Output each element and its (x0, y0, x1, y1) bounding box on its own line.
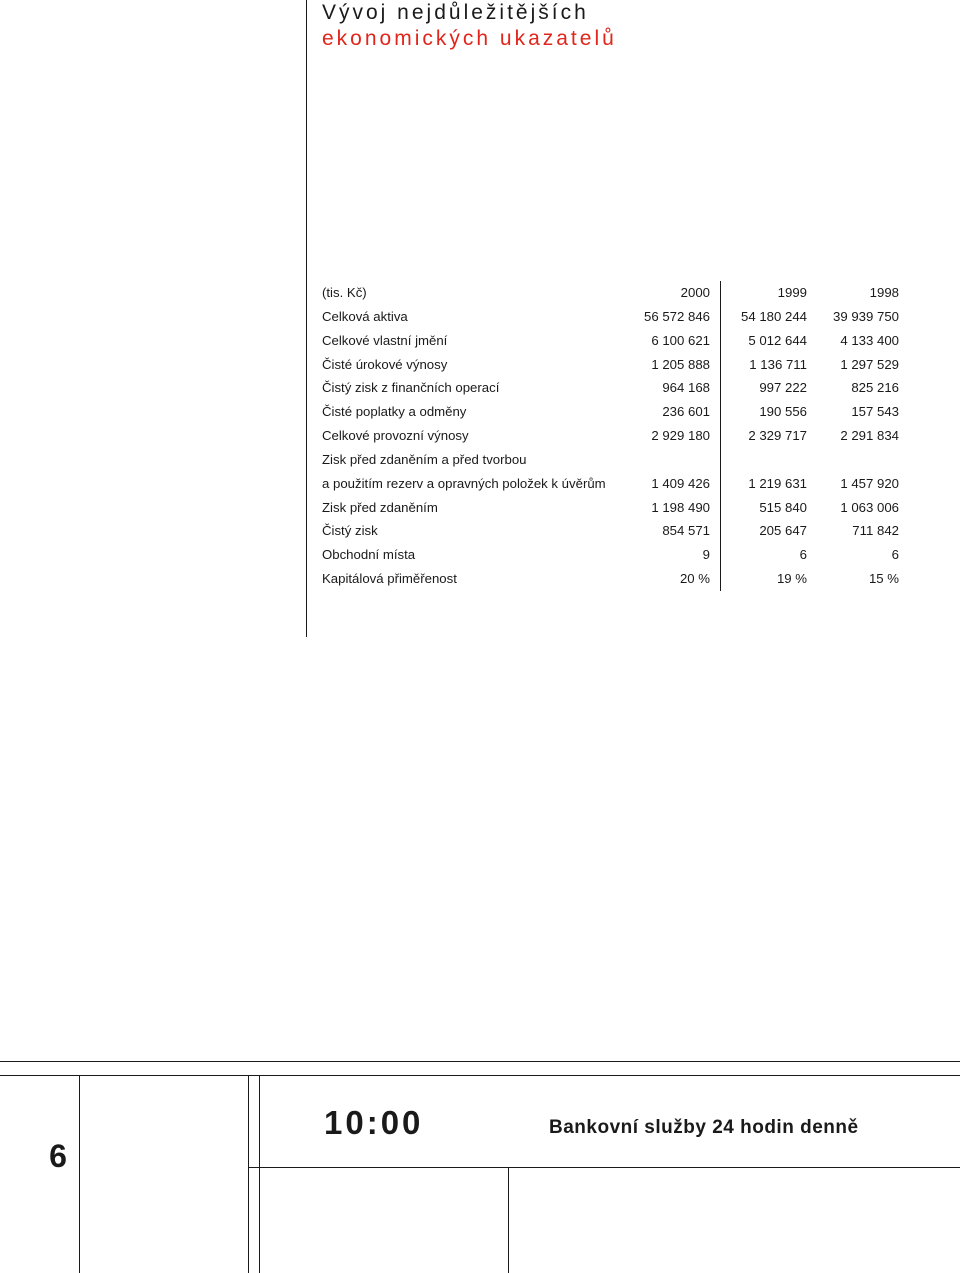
cell-value: 236 601 (614, 400, 721, 424)
row-label: Čistý zisk (322, 523, 378, 539)
cell-value: 515 840 (759, 499, 807, 515)
table-row (322, 496, 899, 520)
cell-value: 205 647 (759, 523, 807, 539)
title-line-1: Vývoj nejdůležitějších (322, 1, 589, 24)
cell-value: 1 136 711 (749, 356, 807, 372)
row-label: Kapitálová přiměřenost (322, 571, 457, 587)
table-row (322, 472, 899, 496)
left-margin-rule (306, 0, 307, 637)
cell-value: 6 (799, 547, 807, 563)
row-label: Celková aktiva (322, 308, 408, 324)
table-row (322, 519, 899, 543)
cell-value: 825 216 (851, 380, 899, 396)
row-label: Čisté úrokové výnosy (322, 356, 448, 372)
cell-value: 15 % (868, 571, 899, 587)
row-label: Celkové vlastní jmění (322, 332, 448, 348)
cell-value: 997 222 (759, 380, 807, 396)
cell-value: 157 543 (851, 404, 899, 420)
table-row (322, 305, 899, 329)
table-row (322, 424, 899, 448)
cell-value: 2 291 834 (840, 428, 899, 444)
cell-value: 2 329 717 (748, 428, 807, 444)
footer-divider-3 (259, 1075, 260, 1273)
cell-value: 711 842 (852, 523, 899, 539)
cell-value: 1 219 631 (748, 475, 807, 491)
table-row (322, 376, 899, 400)
time-label: 10:00 (324, 1104, 424, 1141)
cell-value (807, 448, 899, 472)
cell-value: 9 (614, 543, 721, 567)
slogan: Bankovní služby 24 hodin denně (549, 1117, 859, 1138)
cell-value: 1 198 490 (614, 496, 721, 520)
cell-value: 1 205 888 (614, 353, 721, 377)
cell-value: 56 572 846 (614, 305, 721, 329)
row-label: Celkové provozní výnosy (322, 428, 469, 444)
financial-indicators-table (322, 281, 899, 591)
cell-value: 19 % (776, 571, 807, 587)
row-label: Čisté poplatky a odměny (322, 404, 467, 420)
row-label: Zisk před zdaněním a před tvorbou (322, 451, 527, 467)
table-header-row (322, 281, 899, 305)
cell-value: 190 556 (759, 404, 807, 420)
footer-divider-4 (508, 1167, 509, 1273)
column-header-1998: 1998 (869, 285, 899, 300)
table-row (322, 329, 899, 353)
cell-value (721, 448, 808, 472)
row-label: Obchodní místa (322, 547, 416, 563)
cell-value: 5 012 644 (748, 332, 807, 348)
cell-value: 6 (891, 547, 899, 563)
cell-value: 20 % (614, 567, 721, 591)
column-header-1999: 1999 (777, 285, 807, 300)
table-row (322, 353, 899, 377)
cell-value (614, 448, 721, 472)
page-title (322, 0, 617, 52)
cell-value: 964 168 (614, 376, 721, 400)
cell-value: 854 571 (614, 519, 721, 543)
footer-rule-bottom (248, 1167, 960, 1168)
table-row (322, 448, 899, 472)
cell-value: 2 929 180 (614, 424, 721, 448)
cell-value: 4 133 400 (840, 332, 899, 348)
cell-value: 1 063 006 (840, 499, 899, 515)
table-row (322, 400, 899, 424)
title-line-2: ekonomických ukazatelů (322, 27, 617, 50)
row-label: Zisk před zdaněním (322, 499, 438, 515)
cell-value: 39 939 750 (832, 308, 899, 324)
unit-label: (tis. Kč) (322, 285, 367, 300)
page-number: 6 (49, 1138, 67, 1174)
cell-value: 1 297 529 (840, 356, 899, 372)
row-label: a použitím rezerv a opravných položek k úvěrům (322, 475, 606, 491)
cell-value: 6 100 621 (614, 329, 721, 353)
cell-value: 54 180 244 (740, 308, 807, 324)
footer-rule-second (0, 1075, 960, 1076)
table-row (322, 543, 899, 567)
column-header-2000: 2000 (614, 281, 721, 305)
table-row (322, 567, 899, 591)
footer-rule-top (0, 1061, 960, 1062)
footer-divider-2 (248, 1075, 249, 1273)
cell-value: 1 409 426 (614, 472, 721, 496)
row-label: Čistý zisk z finančních operací (322, 380, 500, 396)
cell-value: 1 457 920 (840, 475, 899, 491)
